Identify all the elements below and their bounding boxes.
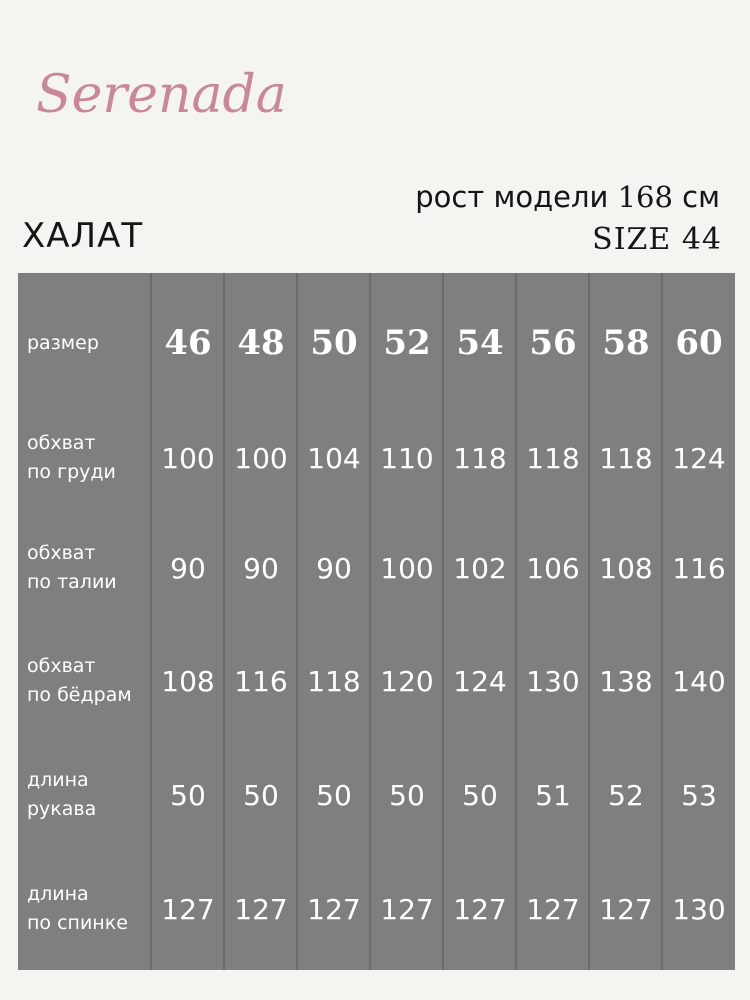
- row-size: [18, 303, 735, 383]
- table-cell: 124: [672, 441, 726, 475]
- table-cell: 50: [389, 778, 425, 812]
- row-hips: [18, 641, 735, 721]
- row-back-length: [18, 869, 735, 949]
- size-table: [18, 273, 735, 970]
- table-cell: 138: [599, 664, 653, 698]
- table-cell: 127: [234, 892, 288, 926]
- table-cell: 127: [599, 892, 653, 926]
- table-cell: 50: [243, 778, 279, 812]
- table-cell: 124: [453, 664, 507, 698]
- table-cell: 116: [672, 551, 726, 585]
- table-cell: 56: [529, 323, 577, 363]
- table-cell: 53: [681, 778, 717, 812]
- table-cell: 50: [310, 323, 358, 363]
- table-cell: 118: [599, 441, 653, 475]
- row-label: обхват по бёдрам: [27, 655, 132, 706]
- table-cell: 58: [602, 323, 650, 363]
- table-cell: 127: [453, 892, 507, 926]
- table-cell: 127: [526, 892, 580, 926]
- table-cell: 108: [161, 664, 215, 698]
- table-cell: 110: [380, 441, 434, 475]
- model-height: [415, 180, 720, 214]
- table-cell: 52: [608, 778, 644, 812]
- table-cell: 130: [672, 892, 726, 926]
- table-cell: 60: [675, 323, 723, 363]
- table-cell: 127: [380, 892, 434, 926]
- row-label: длина рукава: [27, 769, 97, 820]
- table-cell: 118: [526, 441, 580, 475]
- row-label: длина по спинке: [27, 883, 128, 934]
- table-cell: 120: [380, 664, 434, 698]
- table-cell: 90: [243, 551, 279, 585]
- table-cell: 100: [161, 441, 215, 475]
- table-cell: 50: [170, 778, 206, 812]
- table-cell: 140: [672, 664, 726, 698]
- table-cell: 50: [316, 778, 352, 812]
- table-cell: 48: [237, 323, 285, 363]
- model-height-unit: см: [682, 180, 720, 214]
- table-cell: 100: [234, 441, 288, 475]
- row-sleeve: [18, 755, 735, 835]
- table-cell: 108: [599, 551, 653, 585]
- model-height-value: 168: [617, 180, 673, 214]
- table-cell: 104: [307, 441, 361, 475]
- size-label: SIZE 44: [592, 222, 722, 257]
- row-waist: [18, 528, 735, 608]
- table-cell: 118: [453, 441, 507, 475]
- table-cell: 54: [456, 323, 504, 363]
- table-cell: 50: [462, 778, 498, 812]
- model-height-label: рост модели: [415, 180, 609, 214]
- table-cell: 118: [307, 664, 361, 698]
- table-cell: 52: [383, 323, 431, 363]
- garment-title: ХАЛАТ: [22, 216, 144, 256]
- table-cell: 127: [307, 892, 361, 926]
- table-cell: 90: [316, 551, 352, 585]
- table-cell: 90: [170, 551, 206, 585]
- table-cell: 102: [453, 551, 507, 585]
- table-cell: 130: [526, 664, 580, 698]
- row-label: обхват по груди: [27, 432, 116, 483]
- table-cell: 127: [161, 892, 215, 926]
- brand-logo: [30, 34, 287, 144]
- table-cell: 116: [234, 664, 288, 698]
- table-cell: 46: [164, 323, 212, 363]
- row-label: обхват по талии: [27, 542, 117, 593]
- row-label: размер: [27, 331, 99, 354]
- table-cell: 100: [380, 551, 434, 585]
- table-cell: 106: [526, 551, 580, 585]
- brand-logo-text: Serenada: [36, 65, 287, 125]
- table-cell: 51: [535, 778, 571, 812]
- row-chest: [18, 418, 735, 498]
